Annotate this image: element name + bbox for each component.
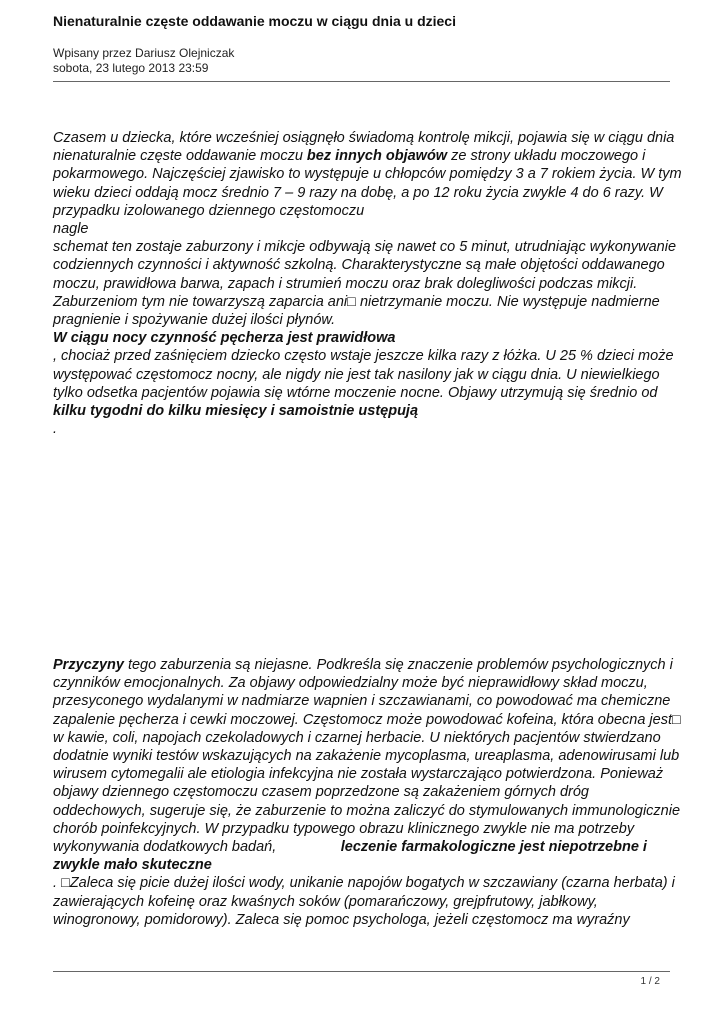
author-line: Wpisany przez Dariusz Olejniczak [53,46,235,60]
date-line: sobota, 23 lutego 2013 23:59 [53,61,209,75]
article-meta [53,46,234,76]
paragraph: , chociaż przed zaśnięciem dziecko często wstaje jeszcze kilka razy z łóżka. U 25 % dzieci może występować częstomocz nocny, ale nigdy nie jest tak nasilony jak w ciągu dnia. U niewielkiego tylko odsetka pacjentów pojawia się wtórne moczenie nocne. Objawy utrzymują się średnio od [53,348,674,401]
article-section-2 [53,656,683,929]
article-title: Nienaturalnie częste oddawanie moczu w ciągu dnia u dzieci [53,13,456,29]
paragraph-bold: kilku tygodni do kilku miesięcy i samoistnie ustępują [53,403,419,420]
article-section-1 [53,129,683,438]
missing-glyph: □ [671,711,681,728]
paragraph: Czasem u dziecka, które wcześniej osiągnęło świadomą kontrolę mikcji, pojawia się w ciągu dnia nienaturalnie częste oddawanie moczu bez innych objawów ze strony układu moczowego i pokarmowego. Najczęściej zjawisko to występuje u chłopców pomiędzy 3 a 7 rokiem życia. W tym wieku dzieci oddają mocz średnio 7 – 9 razy na dobę, a po 12 roku życia zwykle 4 do 6 razy. W przypadku izolowanego dziennego częstomoczu [53,130,682,219]
emphasis: Przyczyny [53,657,124,673]
footer-divider [53,971,670,972]
paragraph: nagle [53,221,89,238]
paragraph: . □Zaleca się picie dużej ilości wody, unikanie napojów bogatych w szczawiany (czarna herbata) i zawierających kofeinę oraz kwaśnych soków (pomarańczowy, grejpfrutowy, jabłkowy, winogronowy, pomidorowy). Zaleca się pomoc psychologa, jeżeli częstomocz ma wyraźny [53,875,675,928]
paragraph: schemat ten zostaje zaburzony i mikcje odbywają się nawet co 5 minut, utrudniając wykonywanie codziennych czynności i aktywność szkolną. Charakterystyczne są małe objętości oddawanego moczu, prawidłowa barwa, zapach i strumień moczu oraz brak dolegliwości podczas mikcji. Zaburzeniom tym nie towarzyszą zaparcia ani□ nietrzymanie moczu. Nie występuje nadmierne pragnienie i spożywanie dużej ilości płynów. [53,239,677,329]
emphasis: leczenie farmakologiczne jest niepotrzebne i zwykle mało skuteczne [53,839,647,874]
paragraph: . [53,421,58,438]
header-divider [53,81,670,82]
missing-glyph: □ [61,875,70,892]
missing-glyph: □ [347,293,356,310]
page-number: 1 / 2 [640,976,660,987]
emphasis: bez innych objawów [306,148,448,165]
paragraph-bold: W ciągu nocy czynność pęcherza jest prawidłowa [53,330,396,347]
paragraph: Przyczyny tego zaburzenia są niejasne. Podkreśla się znaczenie problemów psychologicznych i czynników emocjonalnych. Za objawy odpowiedzialny może być nieprawidłowy skład moczu, przesyconego wydalanymi w nadmiarze wapnien i szczawianami, co powodować ma chemiczne zapalenie pęcherza i cewki moczowej. Częstomocz może powodować kofeina, która obecna jest□ w kawie, coli, napojach czekoladowych i czarnej herbacie. U niektórych pacjentów stwierdzano dodatnie wyniki testów wskazujących na zakażenie mycoplasma, ureaplasma, adenowirusami lub wirusem cytomegalii ale etiologia infekcyjna nie została wystarczająco potwierdzona. Ponieważ objawy dziennego częstomoczu czasem poprzedzone są zakażeniem górnych dróg oddechowych, sugeruje się, że zaburzenie to można zaliczyć do stymulowanych immunologicznie chorób poinfekcyjnych. W przypadku typowego obrazu klinicznego zwykle nie ma potrzeby wykonywania dodatkowych badań, leczenie farmakologiczne jest niepotrzebne i zwykle mało skuteczne [53,657,681,874]
